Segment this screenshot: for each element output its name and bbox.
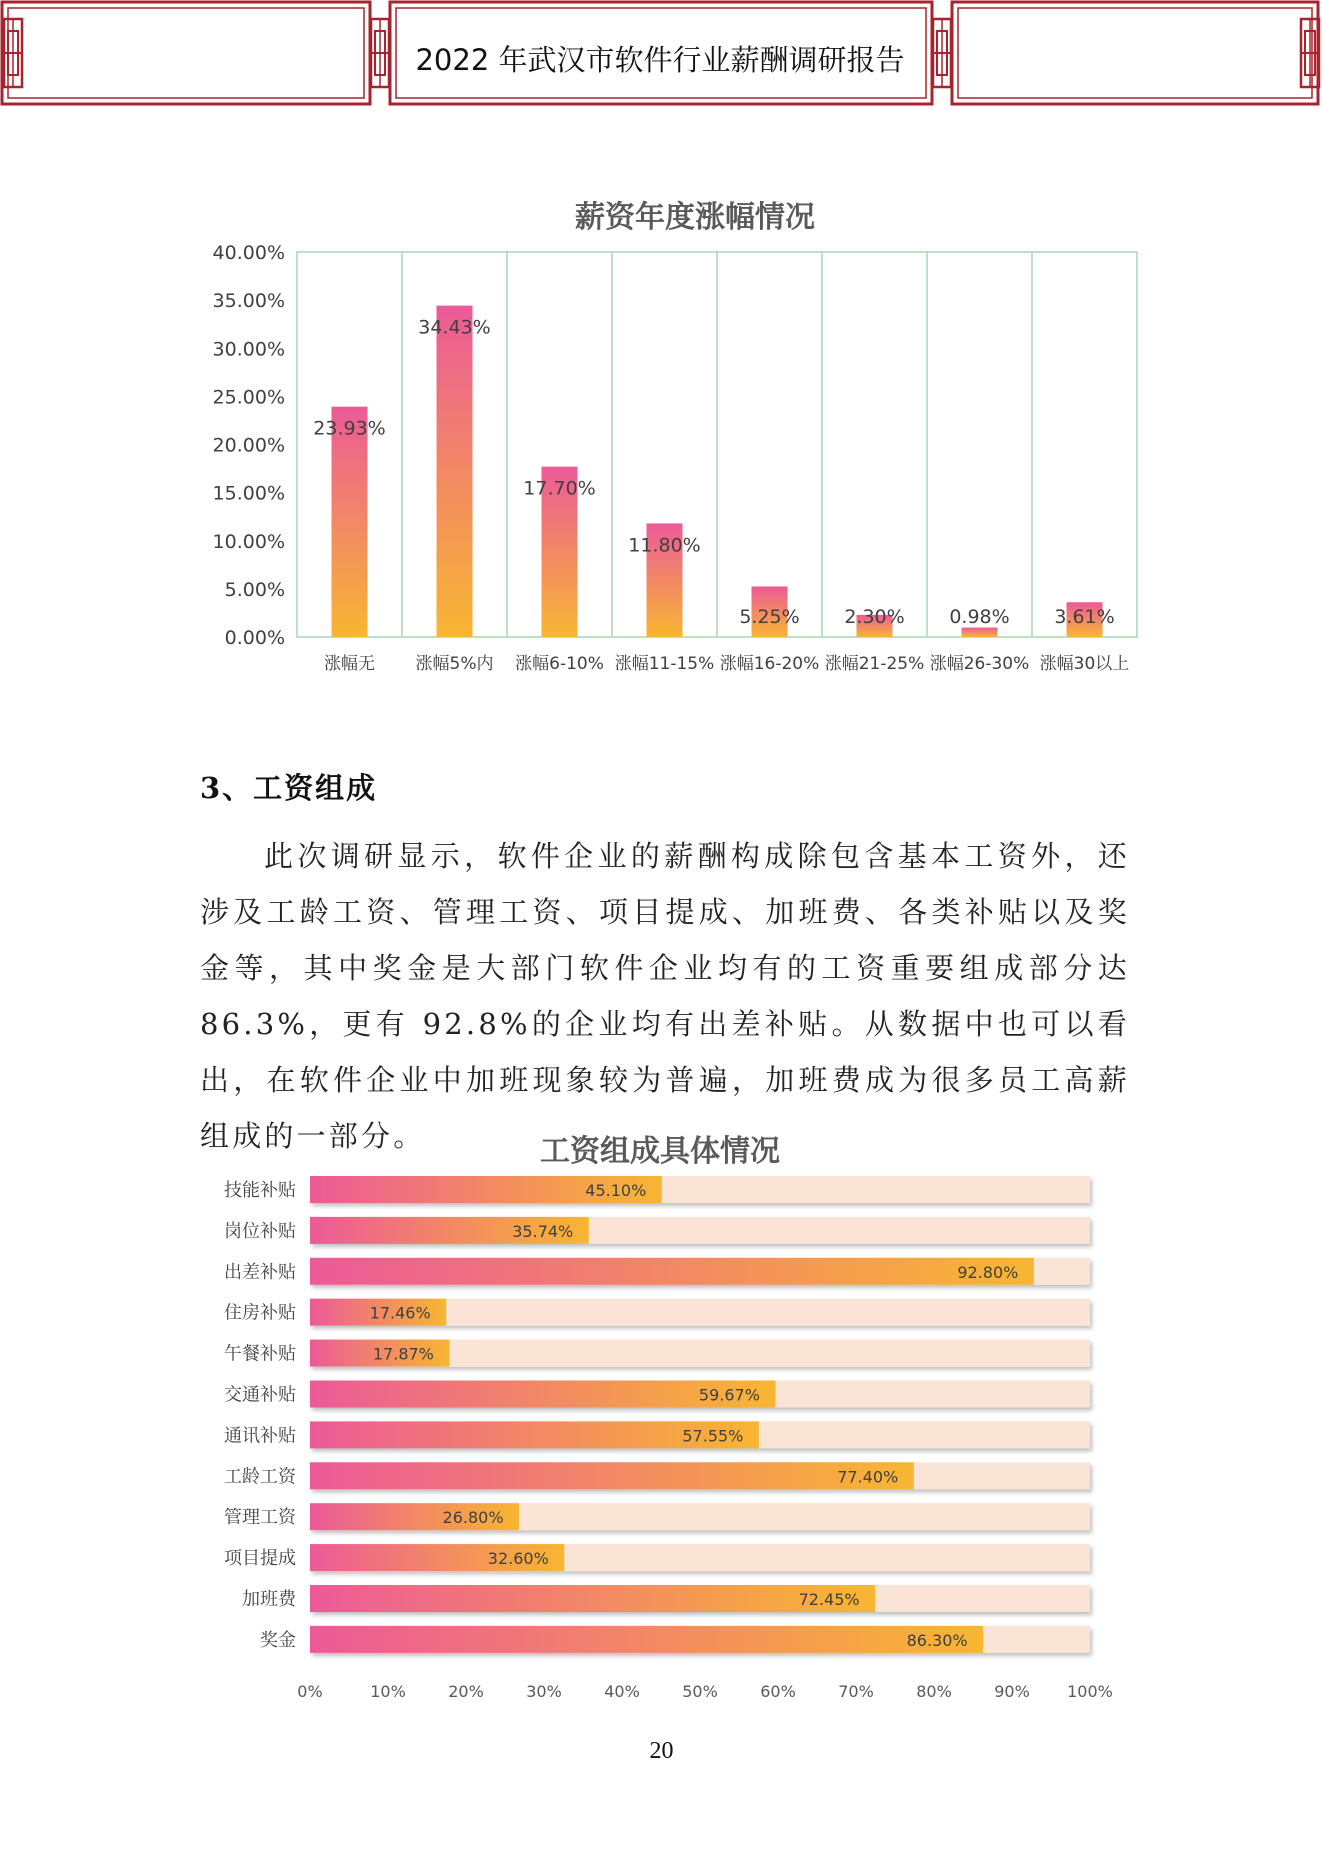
data-label: 32.60% xyxy=(487,1549,549,1569)
data-label: 59.67% xyxy=(698,1385,760,1405)
x-tick-label: 10% xyxy=(370,1681,406,1701)
y-tick-label: 管理工资 xyxy=(224,1507,296,1529)
data-label: 77.40% xyxy=(837,1467,899,1487)
x-tick-label: 80% xyxy=(916,1681,952,1701)
chart1-title: 薪资年度涨幅情况 xyxy=(575,200,815,235)
data-label: 17.46% xyxy=(369,1303,431,1323)
y-tick-label: 工龄工资 xyxy=(224,1466,296,1488)
page-header xyxy=(0,0,1323,110)
y-tick-label: 15.00% xyxy=(212,482,285,505)
x-tick-label: 涨幅5%内 xyxy=(415,654,494,674)
page-number: 20 xyxy=(649,1738,674,1764)
x-tick-label: 涨幅无 xyxy=(324,654,375,674)
bar xyxy=(962,628,998,637)
data-label: 34.43% xyxy=(418,316,491,339)
section-paragraph: 此次调研显示，软件企业的薪酬构成除包含基本工资外，还涉及工龄工资、管理工资、项目提成、加班费、各类补贴以及奖金等，其中奖金是大部门软件企业均有的工资重要组成部分达 86.3%，更有 92.8%的企业均有出差补贴。从数据中也可以看出，在软件企业中加班现象较为普遍，加班费成为很多员工高薪组成的一部分。 xyxy=(200,839,1130,1153)
y-tick-label: 住房补贴 xyxy=(224,1302,296,1324)
x-tick-label: 90% xyxy=(994,1681,1030,1701)
x-tick-label: 60% xyxy=(760,1681,796,1701)
x-tick-label: 40% xyxy=(604,1681,640,1701)
y-tick-label: 午餐补贴 xyxy=(224,1343,296,1365)
y-tick-label: 交通补贴 xyxy=(224,1384,296,1406)
x-tick-label: 20% xyxy=(448,1681,484,1701)
y-tick-label: 通讯补贴 xyxy=(224,1425,296,1447)
data-label: 26.80% xyxy=(442,1508,504,1528)
y-tick-label: 0.00% xyxy=(224,627,285,649)
y-tick-label: 奖金 xyxy=(260,1629,296,1651)
y-tick-label: 10.00% xyxy=(212,530,285,553)
section-heading: 3、工资组成 xyxy=(200,771,378,805)
bar xyxy=(310,1462,914,1489)
bar xyxy=(310,1626,983,1653)
x-tick-label: 涨幅16-20% xyxy=(719,654,820,674)
bar xyxy=(310,1585,875,1612)
y-tick-label: 30.00% xyxy=(212,338,285,361)
x-tick-label: 涨幅26-30% xyxy=(929,654,1030,674)
data-label: 2.30% xyxy=(844,606,905,628)
data-label: 72.45% xyxy=(798,1590,860,1609)
y-tick-label: 20.00% xyxy=(212,434,285,457)
data-label: 5.25% xyxy=(739,606,800,628)
x-tick-label: 30% xyxy=(526,1681,562,1701)
data-label: 35.74% xyxy=(512,1221,574,1241)
y-tick-label: 岗位补贴 xyxy=(224,1220,296,1242)
data-label: 23.93% xyxy=(313,417,386,440)
data-label: 11.80% xyxy=(628,534,701,557)
data-label: 0.98% xyxy=(949,606,1010,628)
bar xyxy=(332,407,368,637)
y-tick-label: 技能补贴 xyxy=(224,1180,296,1201)
chart-salary-composition xyxy=(0,1160,1323,1710)
x-tick-label: 涨幅6-10% xyxy=(515,654,604,674)
data-label: 86.30% xyxy=(906,1630,968,1650)
data-label: 3.61% xyxy=(1054,606,1115,628)
x-tick-label: 50% xyxy=(682,1681,718,1701)
x-tick-label: 涨幅21-25% xyxy=(824,654,925,674)
x-tick-label: 70% xyxy=(838,1681,874,1701)
y-tick-label: 出差补贴 xyxy=(224,1261,296,1283)
y-tick-label: 加班费 xyxy=(242,1589,296,1610)
y-tick-label: 40.00% xyxy=(212,242,285,264)
x-tick-label: 涨幅11-15% xyxy=(614,654,715,674)
report-title: 2022 年武汉市软件行业薪酬调研报告 xyxy=(415,43,905,77)
x-tick-label: 100% xyxy=(1067,1681,1113,1701)
chart2-title: 工资组成具体情况 xyxy=(540,1134,780,1169)
y-tick-label: 项目提成 xyxy=(224,1548,296,1570)
bar xyxy=(437,306,473,637)
x-tick-label: 0% xyxy=(297,1681,323,1701)
y-tick-label: 5.00% xyxy=(224,578,285,601)
data-label: 57.55% xyxy=(682,1426,744,1446)
data-label: 45.10% xyxy=(585,1181,647,1200)
y-tick-label: 35.00% xyxy=(212,290,285,313)
data-label: 17.70% xyxy=(523,477,596,500)
bar xyxy=(310,1258,1034,1285)
x-tick-label: 涨幅30以上 xyxy=(1039,654,1130,674)
y-tick-label: 25.00% xyxy=(212,386,285,409)
data-label: 92.80% xyxy=(957,1262,1019,1282)
chart-salary-increase xyxy=(0,230,1323,690)
data-label: 17.87% xyxy=(372,1344,434,1364)
